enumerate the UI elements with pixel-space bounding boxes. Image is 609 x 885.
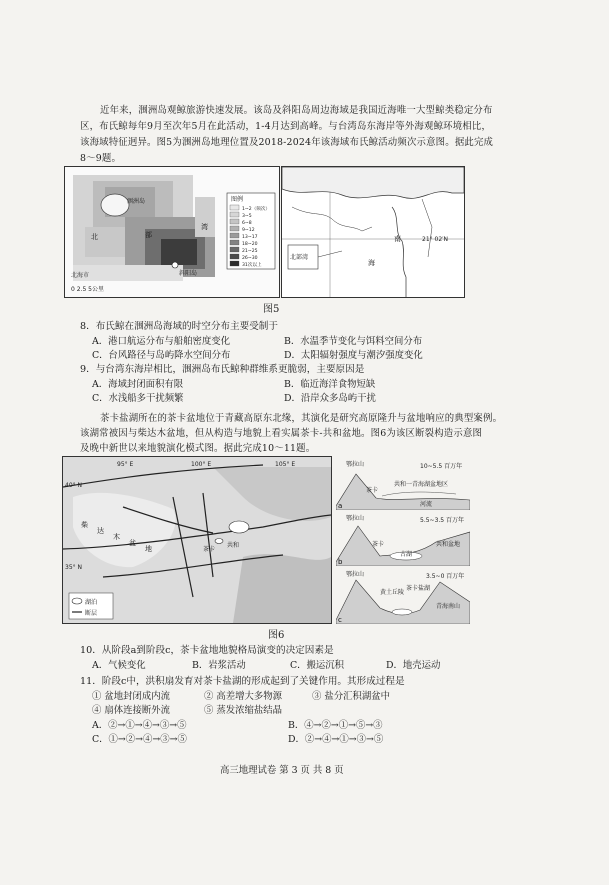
panel-b-mountain: 鄂拉山 xyxy=(346,515,365,522)
legend-swatch xyxy=(230,205,239,210)
region-char-5: 地 xyxy=(145,545,152,553)
q11-step-2: ② 高差增大多物源 xyxy=(204,691,282,702)
weizhou-island-shape xyxy=(101,194,129,216)
q11-option-a[interactable]: A．②→①→④→③→⑤ xyxy=(92,720,187,731)
panel-a-time: 10~5.5 百万年 xyxy=(420,463,463,470)
panel-b-label3: 共和盆地 xyxy=(436,541,461,548)
q11-step-5: ⑤ 蒸发浓缩盐结晶 xyxy=(204,705,282,716)
q11-step-1: ① 盆地封闭成内流 xyxy=(92,691,170,702)
lon100-label: 100° E xyxy=(191,461,212,468)
panel-b-letter: b xyxy=(338,558,343,566)
intro2-line-2: 该湖常被因与柴达木盆地，但从构造与地貌上看实属茶卡-共和盆地。图6为该区断裂构造示意图 xyxy=(80,428,483,439)
lon95-label: 95° E xyxy=(117,461,134,468)
legend-item-label: 1~2（频次） xyxy=(242,207,271,212)
scale-label: 0 2.5 5公里 xyxy=(71,286,104,293)
fig6-caption: 图6 xyxy=(268,630,285,641)
legend-item-label: 31次以上 xyxy=(242,263,262,268)
chaka-label: 茶卡 xyxy=(203,546,216,553)
panel-a-label3: 河流 xyxy=(420,501,433,508)
lon105-label: 105° E xyxy=(275,461,296,468)
chaka-lake-shape xyxy=(215,539,223,544)
q10-option-c[interactable]: C．搬运沉积 xyxy=(290,660,345,671)
page-footer: 高三地理试卷 第 3 页 共 8 页 xyxy=(220,765,344,776)
legend-item-label: 6~8 xyxy=(242,221,252,226)
legend-title: 图例 xyxy=(231,196,244,203)
q10-stem: 10．从阶段a到阶段c，茶卡盆地地貌格局演变的决定因素是 xyxy=(80,645,334,656)
intro2-line-3: 及晚中新世以来地貌演化模式图。据此完成10～11题。 xyxy=(80,443,316,454)
legend-item-label: 13~17 xyxy=(242,235,258,240)
region-char-3: 木 xyxy=(113,533,120,541)
inset-label: 北部湾 xyxy=(290,254,309,261)
q8-option-c[interactable]: C．台风路径与岛屿降水空间分布 xyxy=(92,350,231,361)
sea-label: 海 xyxy=(368,259,375,267)
gonghe-label: 共和 xyxy=(227,542,240,549)
fig6-fault-map xyxy=(62,456,332,624)
region-char-4: 盆 xyxy=(129,539,136,547)
city-label: 北海市 xyxy=(71,272,90,279)
intro-line-2: 区，布氏鲸每年9月至次年5月在此活动，1-4月达到高峰。与台湾岛东海岸等外海观鲸环境相比， xyxy=(80,121,492,132)
q8-option-a[interactable]: A．港口航运分布与船舶密度变化 xyxy=(92,336,231,347)
fig5-frequency-map-svg xyxy=(65,167,279,297)
xieyang-label: 斜阳岛 xyxy=(179,270,198,277)
q8-option-d[interactable]: D．太阳辐射强度与潮汐强度变化 xyxy=(284,350,423,361)
legend-swatch xyxy=(230,226,239,231)
panel-c-svg xyxy=(336,568,470,624)
q9-option-b[interactable]: B．临近海洋食物短缺 xyxy=(284,379,376,390)
bu-label: 部 xyxy=(145,231,152,239)
q10-option-d[interactable]: D．地壳运动 xyxy=(386,660,441,671)
q9-option-d[interactable]: D．沿岸众多岛屿干扰 xyxy=(284,393,376,404)
fig5-caption: 图5 xyxy=(263,304,280,315)
fig5-legend xyxy=(227,193,275,269)
fig6-panel-a xyxy=(336,456,470,510)
legend-swatch xyxy=(230,219,239,224)
lat35-label: 35° N xyxy=(65,564,83,571)
fig5-frequency-map xyxy=(64,166,280,298)
q10-option-b[interactable]: B．岩浆活动 xyxy=(192,660,246,671)
legend-swatch xyxy=(230,240,239,245)
q11-stem: 11．阶段c中，洪积扇发育对茶卡盐湖的形成起到了关键作用。其形成过程是 xyxy=(80,676,405,687)
panel-c-label2: 茶卡盐湖 xyxy=(406,585,431,592)
legend-lake: 湖泊 xyxy=(85,599,98,606)
legend-swatch xyxy=(230,261,239,266)
qinghai-lake-shape xyxy=(229,521,249,533)
legend-swatch xyxy=(230,247,239,252)
fig6-fault-map-svg xyxy=(63,457,331,623)
panel-c-letter: c xyxy=(338,616,342,624)
legend-item-label: 21~25 xyxy=(242,249,258,254)
region-char-2: 达 xyxy=(97,527,104,535)
legend-item-label: 3~5 xyxy=(242,214,252,219)
panel-a-svg xyxy=(336,456,470,510)
q9-option-c[interactable]: C．水浅船多干扰频繁 xyxy=(92,393,184,404)
legend-item-label: 9~12 xyxy=(242,228,255,233)
xieyang-island-shape xyxy=(172,262,178,268)
region-char-1: 柴 xyxy=(81,521,88,529)
bei-label: 北 xyxy=(91,233,98,241)
nan-label: 南 xyxy=(394,235,401,243)
q10-option-a[interactable]: A．气候变化 xyxy=(92,660,146,671)
q9-stem: 9．与台湾东海岸相比，涠洲岛布氏鲸种群维系更脆弱，主要原因是 xyxy=(80,364,365,375)
q9-option-a[interactable]: A．海域封闭面积有限 xyxy=(92,379,184,390)
legend-item-label: 26~30 xyxy=(242,256,258,261)
intro-line-3: 该海域特征迥异。图5为涠洲岛地理位置及2018-2024年该海域布氏鲸活动频次示意图。据此完成 xyxy=(80,137,494,148)
legend-swatch xyxy=(230,254,239,259)
weizhou-label: 涠洲岛 xyxy=(127,198,146,205)
q11-option-b[interactable]: B．④→②→①→⑤→③ xyxy=(288,720,383,731)
panel-a-letter: a xyxy=(338,502,343,510)
panel-a-label2: 共和一青海湖盆地区 xyxy=(394,481,449,488)
legend-item-label: 18~20 xyxy=(242,242,258,247)
panel-c-mountain: 鄂拉山 xyxy=(346,571,365,578)
fig5-location-map xyxy=(281,166,465,298)
q11-option-d[interactable]: D．②→④→①→③→⑤ xyxy=(288,734,384,745)
fig6-panel-b xyxy=(336,512,470,566)
panel-b-svg xyxy=(336,512,470,566)
legend-swatch xyxy=(230,233,239,238)
lat40-label: 40° N xyxy=(65,482,83,489)
intro-line-1: 近年来，涠洲岛观鲸旅游快速发展。该岛及斜阳岛周边海域是我国近海唯一大型鲸类稳定分布 xyxy=(100,105,493,116)
legend-fault: 断层 xyxy=(85,610,98,617)
panel-b-time: 5.5~3.5 百万年 xyxy=(420,517,465,524)
q11-step-3: ③ 盐分汇积湖盆中 xyxy=(312,691,390,702)
panel-c-time: 3.5~0 百万年 xyxy=(426,573,465,580)
panel-a-label1: 茶卡 xyxy=(366,487,379,494)
fig5-location-map-svg xyxy=(282,167,464,297)
wan-label: 湾 xyxy=(201,223,208,231)
q8-option-b[interactable]: B．水温季节变化与饵料空间分布 xyxy=(284,336,423,347)
q11-option-c[interactable]: C．①→②→④→③→⑤ xyxy=(92,734,187,745)
fig6-legend xyxy=(69,593,113,619)
lat-label: 21° 02′N xyxy=(422,236,449,243)
legend-swatch xyxy=(230,212,239,217)
panel-b-label1: 古湖 xyxy=(400,551,413,558)
panel-c-label3: 青海南山 xyxy=(436,603,461,610)
q11-step-4: ④ 扇体连接断外流 xyxy=(92,705,170,716)
panel-a-mountain: 鄂拉山 xyxy=(346,461,365,468)
intro-line-4: 8～9题。 xyxy=(80,153,122,164)
panel-b-label2: 茶卡 xyxy=(372,541,385,548)
fig6-panel-c xyxy=(336,568,470,624)
panel-c-label1: 黄土丘陵 xyxy=(380,589,405,596)
intro2-line-1: 茶卡盐湖所在的茶卡盆地位于青藏高原东北缘，其演化是研究高原隆升与盆地响应的典型案例。 xyxy=(100,413,503,424)
q8-stem: 8．布氏鲸在涠洲岛海域的时空分布主要受制于 xyxy=(80,321,278,332)
